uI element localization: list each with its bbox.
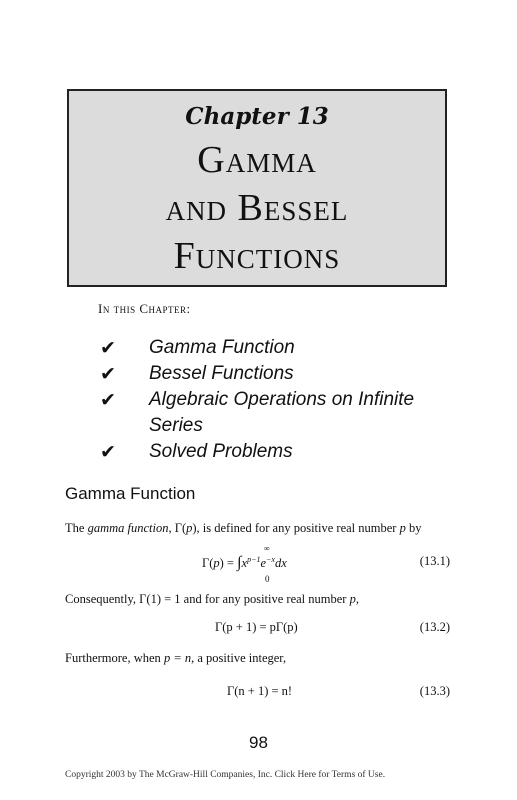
equation-number: (13.1) xyxy=(419,554,450,568)
chapter-title-box xyxy=(67,89,447,287)
topic-label: Algebraic Operations on Infinite xyxy=(149,389,415,410)
paragraph-furthermore: Furthermore, when p = n, a positive integer, xyxy=(65,651,287,665)
topic-label: Bessel Functions xyxy=(149,363,294,384)
copyright-notice[interactable]: Copyright 2003 by The McGraw-Hill Companies, Inc. Click Here for Terms of Use. xyxy=(65,770,386,780)
section-heading: Gamma Function xyxy=(65,484,196,503)
integral-lower-limit: 0 xyxy=(265,574,270,584)
chapter-title-line-3: Functions xyxy=(173,235,341,277)
equation-number: (13.2) xyxy=(419,620,450,634)
page-number: 98 xyxy=(249,733,268,752)
integral-upper-limit: ∞ xyxy=(264,544,270,553)
chapter-title-line-1: Gamma xyxy=(197,139,317,181)
chapter-number: Chapter 13 xyxy=(185,103,329,130)
check-mark-icon: ✔ xyxy=(100,337,116,359)
chapter-title-line-2: and Bessel xyxy=(165,187,349,229)
check-mark-icon: ✔ xyxy=(100,363,116,385)
in-this-chapter-label: In this Chapter: xyxy=(98,301,191,316)
equation-13-1: $\Gamma(p) = \int x^{p-1}e^{-x}dx$ xyxy=(202,554,287,571)
paragraph-gamma-definition: The gamma function, Γ(p), is defined for any positive real number p by xyxy=(65,521,422,535)
paragraph-consequently: Consequently, Γ(1) = 1 and for any positive real number p, xyxy=(65,592,359,606)
check-mark-icon: ✔ xyxy=(100,441,116,463)
topic-label-continued: Series xyxy=(149,415,203,436)
check-mark-icon: ✔ xyxy=(100,389,116,411)
integral-sign: ∫ xyxy=(237,554,242,571)
equation-13-2: Γ(p + 1) = pΓ(p) xyxy=(215,620,298,634)
topic-label: Solved Problems xyxy=(149,441,293,462)
topic-label: Gamma Function xyxy=(149,337,295,358)
equation-13-3: Γ(n + 1) = n! xyxy=(227,684,293,698)
term-gamma-function: gamma function xyxy=(87,521,169,535)
equation-number: (13.3) xyxy=(419,684,450,698)
